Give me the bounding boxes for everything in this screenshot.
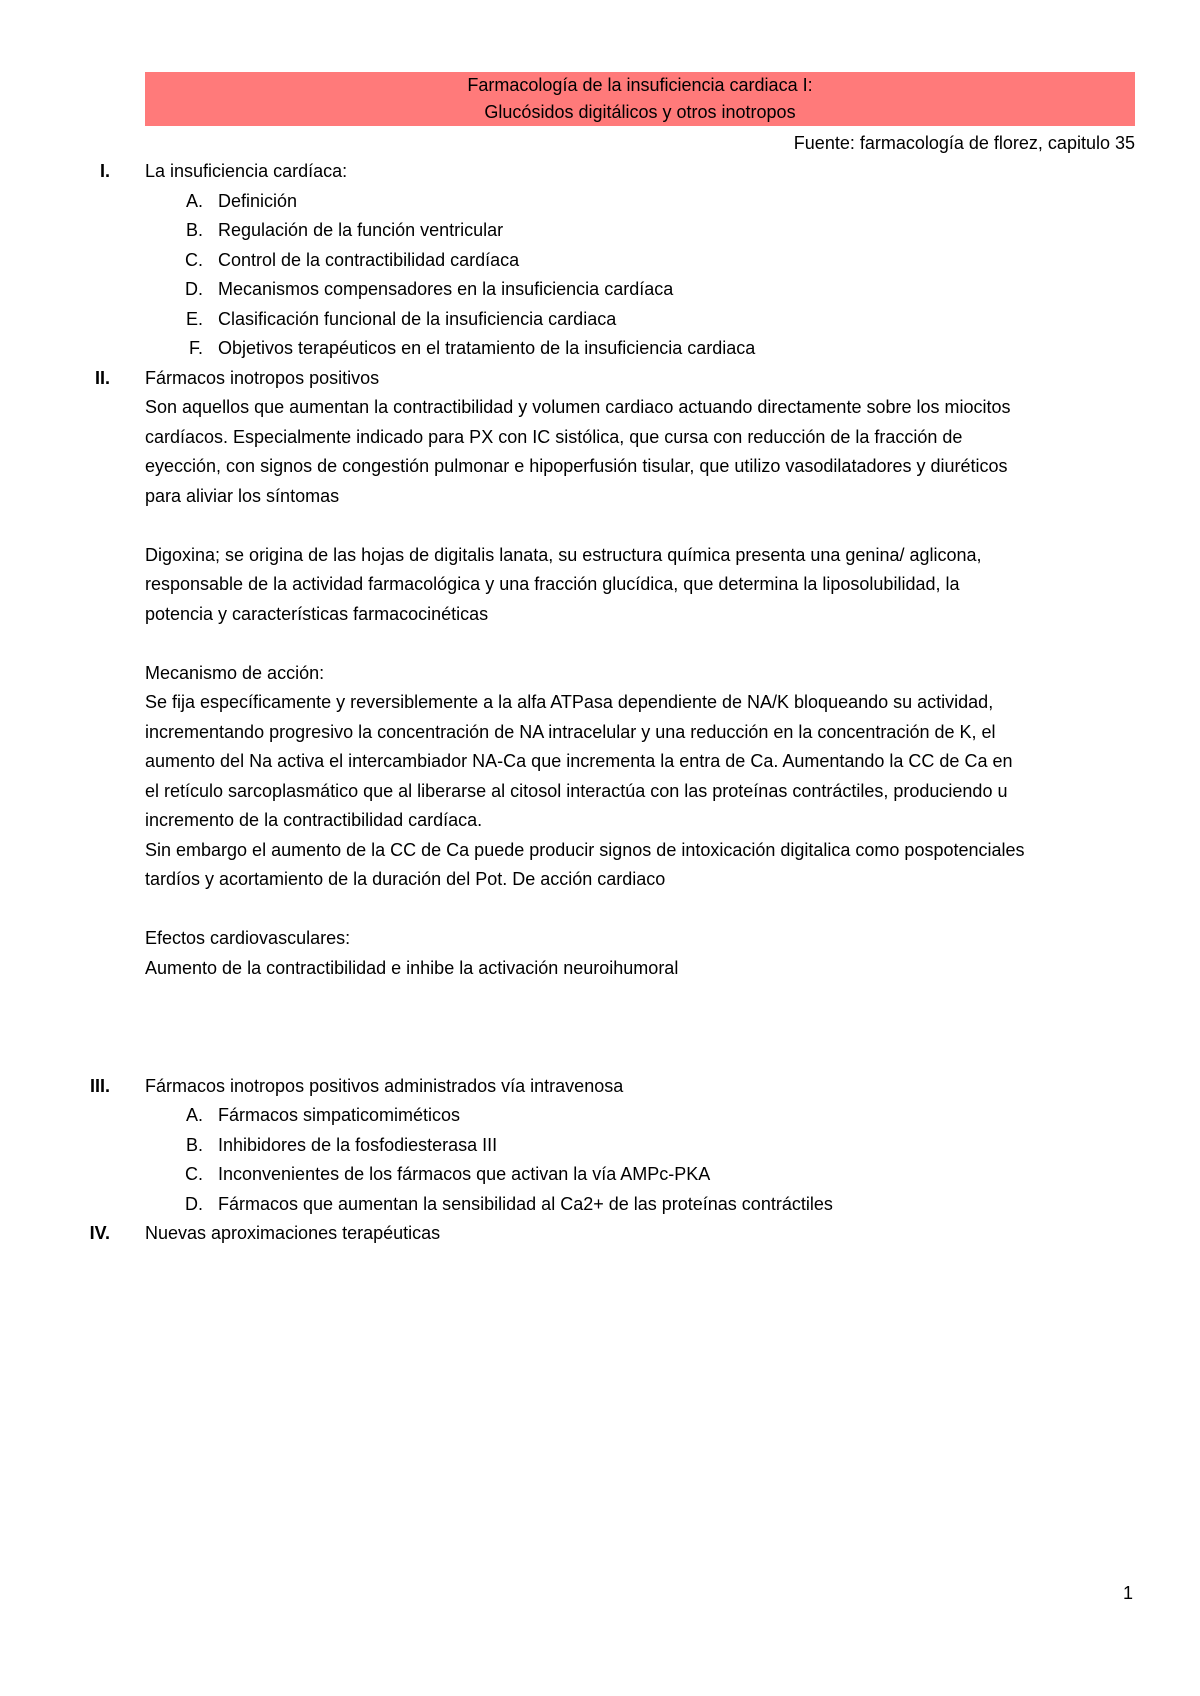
list-item	[0, 1160, 1200, 1190]
spacer	[0, 983, 1200, 1042]
paragraph-line: el retículo sarcoplasmático que al liberarse al citosol interactúa con las proteínas contráctiles, produciendo u	[145, 780, 1008, 801]
section-title: La insuficiencia cardíaca:	[145, 161, 348, 181]
mechanism-title: Mecanismo de acción:	[145, 662, 325, 683]
list-item-letter: D.	[185, 279, 203, 299]
spacer	[0, 511, 1200, 541]
list-item	[0, 187, 1200, 217]
list-item-text: Definición	[218, 190, 298, 211]
list-item	[0, 1190, 1200, 1220]
list-item	[0, 275, 1200, 305]
section-heading	[0, 1072, 1200, 1102]
list-item-text: Control de la contractibilidad cardíaca	[218, 249, 520, 270]
effects-title: Efectos cardiovasculares:	[145, 928, 351, 948]
paragraph-line: aumento del Na activa el intercambiador NA-Ca que incrementa la entra de Ca. Aumentando la CC de Ca en	[145, 751, 1013, 771]
list-item-text: Fármacos que aumentan la sensibilidad al Ca2+ de las proteínas contráctiles	[218, 1193, 833, 1214]
section-title: Fármacos inotropos positivos administrados vía intravenosa	[145, 1075, 624, 1096]
subheading	[0, 924, 1200, 954]
paragraph-line: incremento de la contractibilidad cardíaca.	[145, 810, 483, 830]
list-item-text: Inconvenientes de los fármacos que activan la vía AMPc-PKA	[218, 1164, 711, 1184]
title-line-1: Farmacología de la insuficiencia cardiaca I:	[467, 75, 813, 95]
spacer	[0, 895, 1200, 925]
paragraph-line: Aumento de la contractibilidad e inhibe la activación neuroihumoral	[145, 957, 679, 978]
section-number: III.	[89, 1075, 110, 1096]
section-heading	[0, 1219, 1200, 1249]
list-item-letter: A.	[185, 1105, 203, 1125]
subheading	[0, 659, 1200, 689]
list-item-text: Clasificación funcional de la insuficiencia cardiaca	[218, 308, 617, 329]
section-title: Fármacos inotropos positivos	[145, 367, 380, 388]
document-body	[0, 157, 1200, 1249]
list-item-letter: C.	[185, 1164, 203, 1184]
paragraph-line: tardíos y acortamiento de la duración del Pot. De acción cardiaco	[145, 869, 666, 889]
title-banner	[145, 72, 1135, 126]
list-item	[0, 1101, 1200, 1131]
paragraph-line: Sin embargo el aumento de la CC de Ca puede producir signos de intoxicación digitalica como pospotenciales	[145, 839, 1025, 860]
spacer	[0, 1042, 1200, 1072]
list-item	[0, 1131, 1200, 1161]
paragraph-line: Digoxina; se origina de las hojas de digitalis lanata, su estructura química presenta una genina/ aglicona,	[145, 544, 982, 565]
page-number: 1	[1122, 1583, 1133, 1603]
list-item	[0, 246, 1200, 276]
list-item-text: Inhibidores de la fosfodiesterasa III	[218, 1134, 498, 1155]
list-item-letter: F.	[188, 338, 203, 358]
spacer	[0, 629, 1200, 659]
list-item-letter: E.	[185, 308, 203, 329]
title-line-2: Glucósidos digitálicos y otros inotropos	[484, 102, 796, 122]
paragraph-line: para aliviar los síntomas	[145, 485, 340, 506]
list-item-text: Fármacos simpaticomiméticos	[218, 1105, 461, 1125]
paragraph-line: incrementando progresivo la concentración de NA intracelular y una reducción en la concentración de K, el	[145, 721, 996, 742]
paragraph-line: Son aquellos que aumentan la contractibilidad y volumen cardiaco actuando directamente sobre los miocitos	[145, 397, 1011, 417]
paragraph-line: cardíacos. Especialmente indicado para PX con IC sistólica, que cursa con reducción de la fracción de	[145, 426, 963, 447]
list-item-letter: B.	[185, 220, 203, 240]
list-item-letter: C.	[185, 249, 203, 270]
section-number: I.	[99, 161, 110, 181]
list-item	[0, 305, 1200, 335]
paragraph-line: eyección, con signos de congestión pulmonar e hipoperfusión tisular, que utilizo vasodilatadores y diuréticos	[145, 456, 1008, 476]
section-number: IV.	[89, 1223, 110, 1243]
list-item-letter: A.	[185, 190, 203, 211]
section-number: II.	[94, 367, 110, 388]
paragraph-line: potencia y características farmacocinéticas	[145, 603, 489, 624]
list-item-text: Mecanismos compensadores en la insuficiencia cardíaca	[218, 279, 674, 299]
list-item	[0, 334, 1200, 364]
list-item	[0, 216, 1200, 246]
source-citation: Fuente: farmacología de florez, capitulo 35	[793, 133, 1135, 153]
list-item-text: Regulación de la función ventricular	[218, 220, 504, 240]
section-heading	[0, 364, 1200, 394]
list-item-letter: D.	[185, 1193, 203, 1214]
paragraph-line: Se fija específicamente y reversiblemente a la alfa ATPasa dependiente de NA/K bloqueando su actividad,	[145, 692, 994, 712]
section-heading	[0, 157, 1200, 187]
list-item-letter: B.	[185, 1134, 203, 1155]
list-item-text: Objetivos terapéuticos en el tratamiento de la insuficiencia cardiaca	[218, 338, 756, 358]
paragraph-line: responsable de la actividad farmacológica y una fracción glucídica, que determina la liposolubilidad, la	[145, 574, 960, 594]
section-title: Nuevas aproximaciones terapéuticas	[145, 1223, 441, 1243]
